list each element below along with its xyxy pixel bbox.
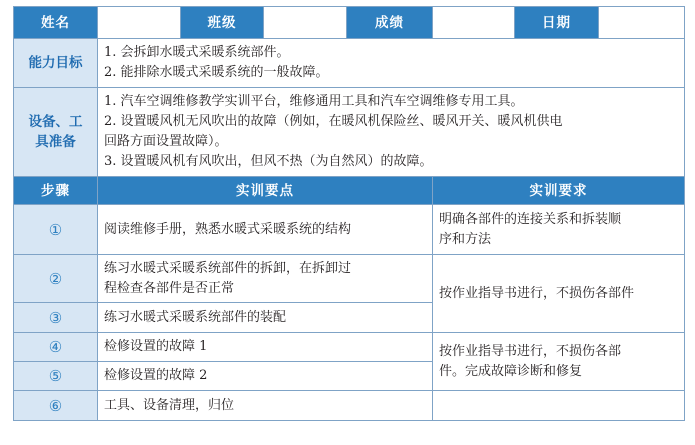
equipment-item: 1. 汽车空调维修教学实训平台，维修通用工具和汽车空调维修专用工具。 xyxy=(104,94,524,109)
step-row xyxy=(14,205,685,255)
steps-header-row xyxy=(14,177,685,205)
step-column-header: 步骤 xyxy=(14,177,98,205)
class-field[interactable] xyxy=(264,7,347,39)
step-point: 工具、设备清理，归位 xyxy=(98,391,433,421)
equipment-content xyxy=(98,88,685,177)
goals-label: 能力目标 xyxy=(14,39,98,88)
equipment-item: 回路方面设置故障）。 xyxy=(104,134,228,149)
point-line: 程检查各部件是否正常 xyxy=(104,280,235,296)
date-field[interactable] xyxy=(599,7,685,39)
worksheet-table xyxy=(13,6,685,421)
equipment-item: 3. 设置暖风机有风吹出，但风不热（为自然风）的故障。 xyxy=(104,154,433,169)
goals-content xyxy=(98,39,685,88)
step-number: ⑥ xyxy=(14,391,98,421)
requirements-column-header: 实训要求 xyxy=(433,177,685,205)
date-label: 日期 xyxy=(515,7,599,39)
step-number: ④ xyxy=(14,333,98,362)
info-row xyxy=(14,7,685,39)
step-point: 检修设置的故障 1 xyxy=(98,333,433,362)
step-point: 练习水暖式采暖系统部件的装配 xyxy=(98,303,433,333)
step-row xyxy=(14,391,685,421)
equipment-label-line: 设备、工 xyxy=(28,114,83,130)
step-requirement xyxy=(433,205,685,255)
goals-row xyxy=(14,39,685,88)
requirement-line: 按作业指导书进行，不损伤各部 xyxy=(439,343,622,359)
step-requirement xyxy=(433,333,685,391)
step-point xyxy=(98,255,433,303)
class-label: 班级 xyxy=(181,7,264,39)
step-requirement: 按作业指导书进行，不损伤各部件 xyxy=(433,255,685,333)
equipment-row xyxy=(14,88,685,177)
points-column-header: 实训要点 xyxy=(98,177,433,205)
score-label: 成绩 xyxy=(347,7,433,39)
step-number: ③ xyxy=(14,303,98,333)
requirement-line: 序和方法 xyxy=(439,231,492,247)
step-number: ① xyxy=(14,205,98,255)
step-point: 检修设置的故障 2 xyxy=(98,362,433,391)
goal-item: 1. 会拆卸水暖式采暖系统部件。 xyxy=(104,45,290,60)
requirement-line: 件。完成故障诊断和修复 xyxy=(439,363,583,379)
equipment-label-line: 具准备 xyxy=(35,134,76,150)
step-number: ⑤ xyxy=(14,362,98,391)
requirement-line: 明确各部件的连接关系和拆装顺 xyxy=(439,211,622,227)
point-line: 练习水暖式采暖系统部件的拆卸，在拆卸过 xyxy=(104,260,352,276)
score-field[interactable] xyxy=(433,7,515,39)
step-requirement-empty xyxy=(433,391,685,421)
step-row xyxy=(14,255,685,303)
equipment-item: 2. 设置暖风机无风吹出的故障（例如，在暖风机保险丝、暖风开关、暖风机供电 xyxy=(104,114,563,129)
step-row xyxy=(14,333,685,362)
name-field[interactable] xyxy=(98,7,181,39)
goal-item: 2. 能排除水暖式采暖系统的一般故障。 xyxy=(104,65,329,80)
step-point: 阅读维修手册，熟悉水暖式采暖系统的结构 xyxy=(98,205,433,255)
name-label: 姓名 xyxy=(14,7,98,39)
equipment-label xyxy=(14,88,98,177)
step-number: ② xyxy=(14,255,98,303)
